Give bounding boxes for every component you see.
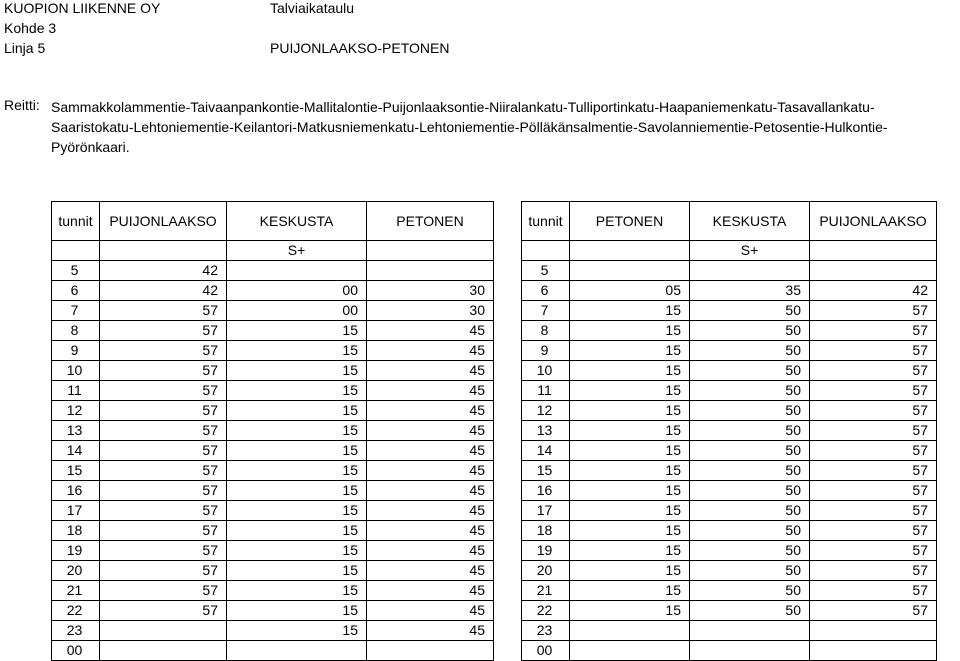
hour-cell: 14: [522, 441, 570, 461]
minute-cell: 45: [367, 421, 494, 441]
minute-cell: 30: [367, 281, 494, 301]
table-row: [522, 461, 937, 481]
minute-cell: 57: [100, 381, 227, 401]
column-header: PUIJONLAAKSO: [810, 202, 937, 241]
minute-cell: 15: [570, 461, 690, 481]
minute-cell: [100, 621, 227, 641]
minute-cell: 57: [100, 321, 227, 341]
minute-cell: 50: [690, 301, 810, 321]
subheader-cell: [100, 241, 227, 261]
table-row: [522, 421, 937, 441]
minute-cell: 15: [570, 381, 690, 401]
table-row: [522, 381, 937, 401]
hour-cell: 22: [52, 601, 100, 621]
minute-cell: 45: [367, 481, 494, 501]
table-row: [522, 601, 937, 621]
hour-cell: 23: [52, 621, 100, 641]
company-name: KUOPION LIIKENNE OY: [4, 0, 161, 16]
table-row: [522, 441, 937, 461]
hour-cell: 8: [52, 321, 100, 341]
table-row: [522, 521, 937, 541]
minute-cell: 57: [100, 601, 227, 621]
header-row: [522, 202, 937, 241]
minute-cell: 15: [227, 541, 367, 561]
minute-cell: 50: [690, 401, 810, 421]
minute-cell: [227, 641, 367, 661]
minute-cell: 57: [810, 521, 937, 541]
minute-cell: 57: [810, 341, 937, 361]
hour-cell: 5: [52, 261, 100, 281]
column-header: PETONEN: [570, 202, 690, 241]
kohde-label: Kohde 3: [4, 20, 57, 36]
table-row: [52, 541, 494, 561]
minute-cell: 57: [810, 541, 937, 561]
column-header: PUIJONLAAKSO: [100, 202, 227, 241]
table-row: [522, 581, 937, 601]
minute-cell: 57: [810, 461, 937, 481]
minute-cell: 57: [810, 601, 937, 621]
table-row: [52, 281, 494, 301]
table-row: [52, 601, 494, 621]
table-row: [522, 341, 937, 361]
column-header: PETONEN: [367, 202, 494, 241]
minute-cell: 57: [810, 501, 937, 521]
minute-cell: [690, 621, 810, 641]
minute-cell: 50: [690, 541, 810, 561]
hour-cell: 21: [52, 581, 100, 601]
table-row: [52, 561, 494, 581]
minute-cell: 57: [100, 501, 227, 521]
minute-cell: 15: [570, 481, 690, 501]
hour-cell: 15: [52, 461, 100, 481]
table-row: [52, 461, 494, 481]
minute-cell: 15: [570, 401, 690, 421]
minute-cell: 57: [810, 301, 937, 321]
hour-cell: 9: [52, 341, 100, 361]
minute-cell: 50: [690, 321, 810, 341]
hour-cell: 8: [522, 321, 570, 341]
hour-cell: 11: [52, 381, 100, 401]
minute-cell: 15: [227, 381, 367, 401]
header-row: [52, 202, 494, 241]
minute-cell: 15: [227, 461, 367, 481]
table-row: [522, 621, 937, 641]
minute-cell: 57: [100, 421, 227, 441]
hour-cell: 16: [52, 481, 100, 501]
minute-cell: 50: [690, 481, 810, 501]
minute-cell: 57: [100, 301, 227, 321]
minute-cell: 45: [367, 581, 494, 601]
minute-cell: 00: [227, 281, 367, 301]
minute-cell: 57: [100, 561, 227, 581]
minute-cell: 50: [690, 581, 810, 601]
minute-cell: 15: [570, 601, 690, 621]
table-row: [52, 441, 494, 461]
minute-cell: 15: [570, 521, 690, 541]
subheader-cell: [367, 241, 494, 261]
hour-cell: 13: [52, 421, 100, 441]
table-row: [52, 581, 494, 601]
minute-cell: 15: [570, 581, 690, 601]
minute-cell: 15: [570, 321, 690, 341]
table-row: [52, 481, 494, 501]
minute-cell: 15: [570, 301, 690, 321]
minute-cell: 45: [367, 561, 494, 581]
minute-cell: 45: [367, 441, 494, 461]
table-row: [52, 301, 494, 321]
timetable-return: [521, 201, 937, 661]
hour-cell: 12: [522, 401, 570, 421]
minute-cell: 42: [810, 281, 937, 301]
minute-cell: [100, 641, 227, 661]
table-row: [522, 321, 937, 341]
minute-cell: 15: [227, 341, 367, 361]
minute-cell: 45: [367, 381, 494, 401]
minute-cell: 45: [367, 341, 494, 361]
hour-cell: 6: [522, 281, 570, 301]
table-row: [52, 321, 494, 341]
line-name: PUIJONLAAKSO-PETONEN: [270, 40, 450, 56]
minute-cell: 15: [227, 621, 367, 641]
minute-cell: 15: [570, 541, 690, 561]
minute-cell: 45: [367, 601, 494, 621]
table-row: [52, 621, 494, 641]
minute-cell: 15: [227, 601, 367, 621]
minute-cell: 45: [367, 321, 494, 341]
minute-cell: 15: [227, 481, 367, 501]
hour-cell: 10: [522, 361, 570, 381]
minute-cell: 50: [690, 341, 810, 361]
minute-cell: 45: [367, 361, 494, 381]
minute-cell: 57: [810, 581, 937, 601]
minute-cell: 15: [570, 361, 690, 381]
hour-cell: 9: [522, 341, 570, 361]
minute-cell: 57: [100, 341, 227, 361]
subheader-row: [52, 241, 494, 261]
minute-cell: 45: [367, 521, 494, 541]
minute-cell: 57: [100, 521, 227, 541]
minute-cell: 57: [810, 441, 937, 461]
minute-cell: [810, 641, 937, 661]
hour-cell: 00: [52, 641, 100, 661]
table-row: [52, 361, 494, 381]
minute-cell: 15: [227, 401, 367, 421]
table-row: [522, 361, 937, 381]
hour-cell: 00: [522, 641, 570, 661]
minute-cell: 50: [690, 421, 810, 441]
minute-cell: 57: [100, 461, 227, 481]
table-row: [52, 381, 494, 401]
table-row: [52, 341, 494, 361]
minute-cell: 00: [227, 301, 367, 321]
minute-cell: 15: [227, 361, 367, 381]
minute-cell: 15: [570, 561, 690, 581]
table-row: [52, 501, 494, 521]
minute-cell: 50: [690, 441, 810, 461]
minute-cell: 57: [810, 401, 937, 421]
minute-cell: [570, 621, 690, 641]
hour-cell: 20: [52, 561, 100, 581]
minute-cell: 45: [367, 621, 494, 641]
minute-cell: 50: [690, 521, 810, 541]
subheader-cell: S+: [227, 241, 367, 261]
schedule-title: Talviaikataulu: [270, 0, 355, 16]
table-row: [522, 281, 937, 301]
minute-cell: [690, 641, 810, 661]
minute-cell: 57: [100, 581, 227, 601]
hour-cell: 19: [52, 541, 100, 561]
minute-cell: 42: [100, 281, 227, 301]
table-row: [52, 641, 494, 661]
minute-cell: 57: [810, 481, 937, 501]
minute-cell: [227, 261, 367, 281]
minute-cell: [810, 261, 937, 281]
minute-cell: 57: [100, 441, 227, 461]
minute-cell: 15: [227, 501, 367, 521]
hour-cell: 10: [52, 361, 100, 381]
hour-cell: 23: [522, 621, 570, 641]
column-header: KESKUSTA: [227, 202, 367, 241]
minute-cell: 45: [367, 401, 494, 421]
table-row: [522, 261, 937, 281]
minute-cell: 57: [810, 321, 937, 341]
minute-cell: 57: [100, 541, 227, 561]
minute-cell: 05: [570, 281, 690, 301]
minute-cell: 50: [690, 381, 810, 401]
hour-cell: 15: [522, 461, 570, 481]
minute-cell: 15: [227, 321, 367, 341]
subheader-cell: [52, 241, 100, 261]
minute-cell: 50: [690, 601, 810, 621]
hour-cell: 7: [522, 301, 570, 321]
table-row: [52, 401, 494, 421]
minute-cell: [367, 261, 494, 281]
column-header: tunnit: [52, 202, 100, 241]
minute-cell: 35: [690, 281, 810, 301]
table-row: [522, 481, 937, 501]
subheader-cell: S+: [690, 241, 810, 261]
minute-cell: 50: [690, 461, 810, 481]
minute-cell: 15: [227, 561, 367, 581]
minute-cell: 50: [690, 501, 810, 521]
minute-cell: 42: [100, 261, 227, 281]
minute-cell: 57: [810, 361, 937, 381]
minute-cell: 57: [100, 481, 227, 501]
minute-cell: 50: [690, 361, 810, 381]
minute-cell: [690, 261, 810, 281]
hour-cell: 18: [52, 521, 100, 541]
hour-cell: 17: [522, 501, 570, 521]
subheader-cell: [810, 241, 937, 261]
minute-cell: 57: [100, 361, 227, 381]
table-row: [52, 261, 494, 281]
minute-cell: 15: [570, 501, 690, 521]
minute-cell: 57: [810, 561, 937, 581]
table-row: [52, 421, 494, 441]
minute-cell: [367, 641, 494, 661]
minute-cell: [810, 621, 937, 641]
hour-cell: 5: [522, 261, 570, 281]
minute-cell: 15: [570, 341, 690, 361]
minute-cell: 15: [570, 441, 690, 461]
minute-cell: 15: [227, 441, 367, 461]
hour-cell: 7: [52, 301, 100, 321]
subheader-row: [522, 241, 937, 261]
minute-cell: [570, 641, 690, 661]
hour-cell: 13: [522, 421, 570, 441]
hour-cell: 18: [522, 521, 570, 541]
linja-label: Linja 5: [4, 40, 46, 56]
minute-cell: 57: [100, 401, 227, 421]
minute-cell: 15: [227, 421, 367, 441]
minute-cell: 57: [810, 421, 937, 441]
minute-cell: 15: [570, 421, 690, 441]
route-label: Reitti:: [4, 97, 40, 113]
minute-cell: 15: [227, 581, 367, 601]
minute-cell: 45: [367, 501, 494, 521]
table-row: [522, 641, 937, 661]
hour-cell: 14: [52, 441, 100, 461]
minute-cell: 45: [367, 461, 494, 481]
table-row: [522, 501, 937, 521]
hour-cell: 19: [522, 541, 570, 561]
minute-cell: 45: [367, 541, 494, 561]
hour-cell: 21: [522, 581, 570, 601]
minute-cell: [570, 261, 690, 281]
table-row: [522, 541, 937, 561]
route-description: Sammakkolammentie-Taivaanpankontie-Mallitalontie-Puijonlaaksontie-Niiralankatu-Tulliportinkatu-Haapaniemenkatu-Tasavallankatu-Saaristokatu-Lehtoniementie-Keilantori-Matkusniemenkatu-Lehtoniementie-Pölläkänsalmentie-Savolanniementie-Petosentie-Hulkontie-Pyörönkaari.: [51, 99, 888, 155]
table-row: [522, 401, 937, 421]
hour-cell: 17: [52, 501, 100, 521]
table-row: [52, 521, 494, 541]
hour-cell: 20: [522, 561, 570, 581]
minute-cell: 15: [227, 521, 367, 541]
hour-cell: 12: [52, 401, 100, 421]
hour-cell: 16: [522, 481, 570, 501]
minute-cell: 30: [367, 301, 494, 321]
minute-cell: 50: [690, 561, 810, 581]
minute-cell: 57: [810, 381, 937, 401]
hour-cell: 6: [52, 281, 100, 301]
subheader-cell: [570, 241, 690, 261]
hour-cell: 11: [522, 381, 570, 401]
timetable-outbound: [51, 201, 494, 661]
subheader-cell: [522, 241, 570, 261]
column-header: tunnit: [522, 202, 570, 241]
table-row: [522, 561, 937, 581]
column-header: KESKUSTA: [690, 202, 810, 241]
hour-cell: 22: [522, 601, 570, 621]
table-row: [522, 301, 937, 321]
